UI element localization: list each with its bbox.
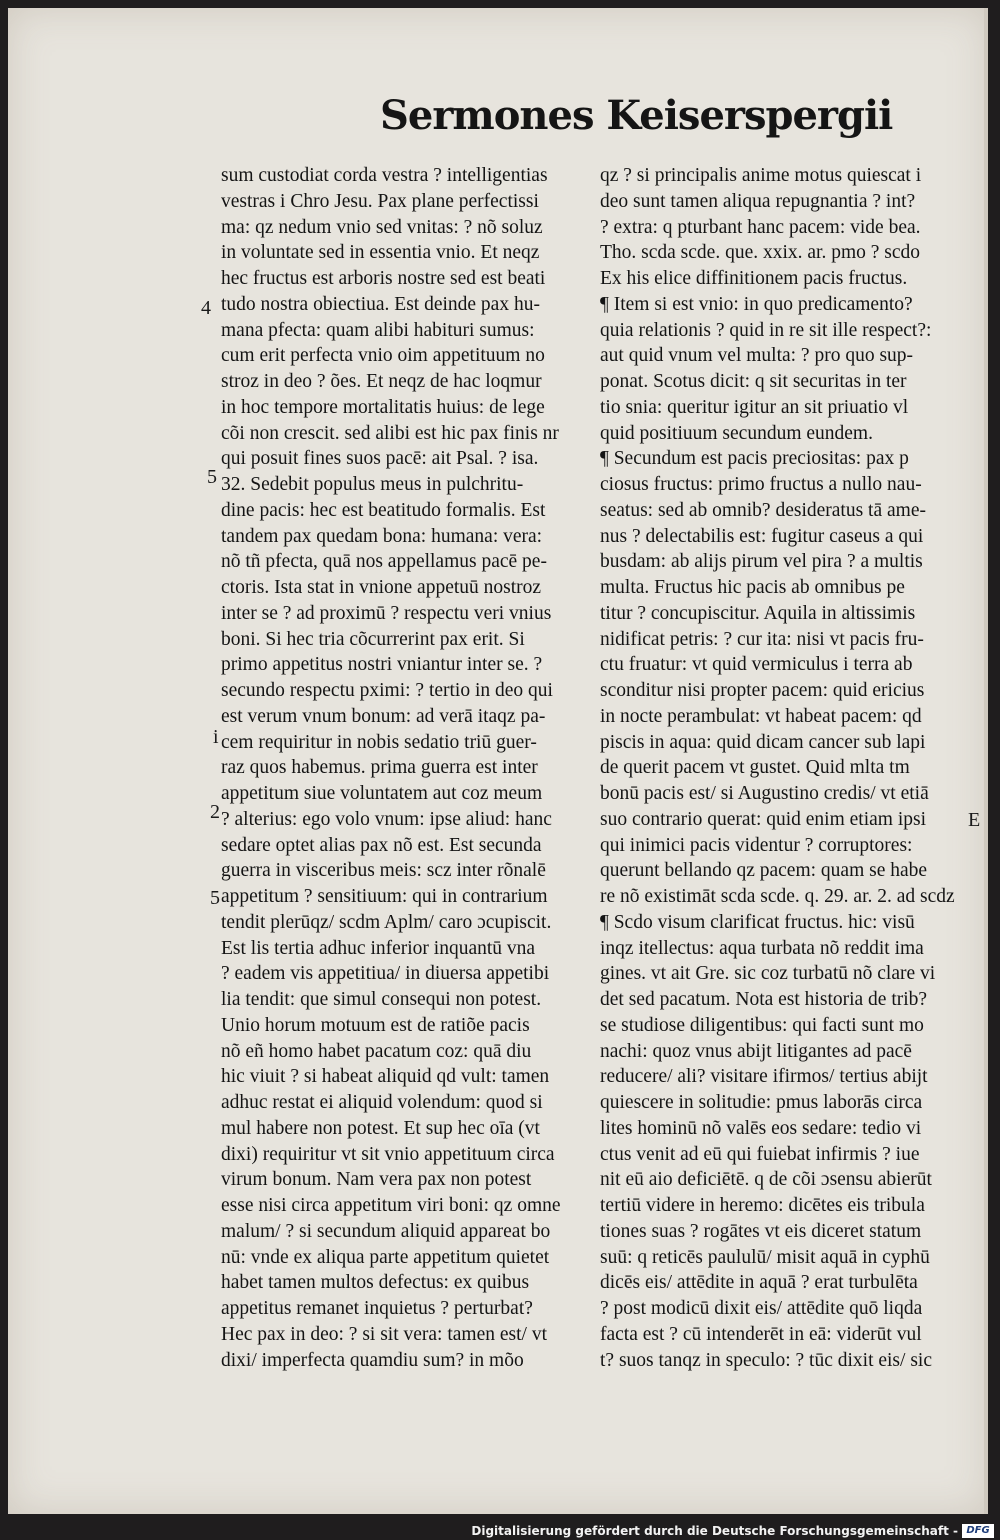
text-line: tiones suas ? rogātes vt eis diceret statum [600,1220,922,1242]
text-line: titur ? concupiscitur. Aquila in altissimis [600,602,916,624]
text-line: ctoris. Ista stat in vnione appetuū nostroz [221,577,542,598]
text-line: boni. Si hec tria cõcurrerint pax erit. Si [221,628,525,650]
text-line: quid positiuum secundum eundem. [600,422,873,444]
text-line: virum bonum. Nam vera pax non potest [221,1169,532,1191]
text-line: aut quid vnum vel multa: ? pro quo sup- [600,345,914,367]
text-line: tudo nostra obiectiua. Est deinde pax hu- [221,293,540,315]
digitization-credit: Digitalisierung gefördert durch die Deutsche Forschungsgemeinschaft - [471,1524,958,1538]
text-line: inter se ? ad proximū ? respectu veri vnius [221,602,552,624]
text-line: piscis in aqua: quid dicam cancer sub lapi [600,731,926,753]
text-line: in nocte perambulat: vt habeat pacem: qd [600,705,922,727]
text-line: ctus venit ad eū qui fuiebat infirmis ? iue [600,1143,920,1165]
margin-note-3: i [213,726,219,748]
text-line: adhuc restat ei aliquid volendum: quod si [221,1092,543,1113]
text-line: cõi non crescit. sed alibi est hic pax finis nr [221,422,559,444]
text-line: quia relationis ? quid in re sit ille respect?: [600,319,932,341]
text-line: sconditur nisi propter pacem: quid ericius [600,680,925,701]
running-header: Sermones Keiserspergii [380,92,893,139]
text-line: tertiū videre in heremo: dicētes eis tribula [600,1195,925,1216]
text-line: inqz itellectus: aqua turbata nõ reddit ima [600,937,924,959]
text-column-left [221,163,583,1373]
margin-note-2: 5 [207,466,217,488]
text-column-right [600,163,970,1373]
text-line: tio snia: queritur igitur an sit priuatio vl [600,396,909,418]
text-line: nõ eñ homo habet pacatum coz: quā diu [221,1040,532,1062]
text-line: ma: qz nedum vnio sed vnitas: ? nõ soluz [221,216,543,238]
margin-note-6: E [968,809,981,831]
text-line: re nõ existimāt scda scde. q. 29. ar. 2. ad scdz [600,886,955,907]
text-line: suū: q reticēs paululū/ misit aquā in cyphū [600,1246,930,1268]
text-line: sum custodiat corda vestra ? intelligentias [221,165,548,186]
text-line: lia tendit: que simul consequi non potest. [221,989,542,1010]
text-line: deo sunt tamen aliqua repugnantia ? int? [600,190,916,212]
text-line: Hec pax in deo: ? si sit vera: tamen est/ vt [221,1323,547,1345]
text-line: ? post modicū dixit eis/ attēdite quō liqda [600,1298,923,1319]
text-line: est verum vnum bonum: ad verā itaqz pa- [221,705,546,727]
text-line: nit eū aio deficiētē. q de cõi ɔsensu abierūt [600,1169,932,1191]
text-line: Unio horum motuum est de ratiõe pacis [221,1014,530,1036]
text-line: cum erit perfecta vnio oim appetituum no [221,345,545,367]
text-line: esse nisi circa appetitum viri boni: qz omne [221,1195,561,1216]
text-line: multa. Fructus hic pacis ab omnibus pe [600,577,905,598]
text-line: in voluntate sed in essentia vnio. Et neqz [221,242,540,264]
text-line: Est lis tertia adhuc inferior inquantū vna [221,937,536,959]
text-line: ciosus fructus: primo fructus a nullo nau- [600,474,922,495]
dfg-logo: DFG [962,1524,994,1538]
text-line: gines. vt ait Gre. sic coz turbatū nõ clare vi [600,963,936,985]
text-line: secundo respectu pximi: ? tertio in deo qui [221,680,553,701]
text-line: habet tamen multos defectus: ex quibus [221,1272,530,1294]
text-line: ? eadem vis appetitiua/ in diuersa appetibi [221,963,550,985]
text-line: dixi/ imperfecta quamdiu sum? in mõo [221,1349,524,1371]
text-line: appetitum ? sensitiuum: qui in contrarium [221,886,548,907]
text-line: de querit pacem vt gustet. Quid mlta tm [600,757,910,779]
text-line: bonū pacis est/ si Augustino credis/ vt etiā [600,783,929,804]
text-line: tendit plerūqz/ scdm Aplm/ caro ɔcupiscit. [221,911,552,933]
text-line: det sed pacatum. Nota est historia de trib? [600,989,928,1010]
text-line: appetitus remanet inquietus ? perturbat? [221,1298,533,1319]
text-line: nidificat petris: ? cur ita: nisi vt pacis fru- [600,628,924,650]
text-line: stroz in deo ? ões. Et neqz de hac loqmur [221,371,542,392]
text-line: nachi: quoz vnus abijt litigantes ad pacē [600,1040,912,1062]
text-line: mul habere non potest. Et sup hec oīa (vt [221,1117,540,1139]
text-line: qui inimici pacis videntur ? corruptores: [600,834,913,856]
text-line: vestras i Chro Jesu. Pax plane perfectissi [221,190,539,212]
text-line: ? alterius: ego volo vnum: ipse aliud: hanc [221,808,552,830]
text-line: se studiose diligentibus: qui facti sunt mo [600,1014,924,1036]
text-line: querunt bellando qz pacem: quam se habe [600,860,928,882]
text-line: t? suos tanqz in speculo: ? tūc dixit eis/ sic [600,1349,932,1371]
text-line: mana pfecta: quam alibi habituri sumus: [221,319,535,341]
margin-note-1: 4 [201,297,211,319]
text-line: ctu fruatur: vt quid vermiculus i terra ab [600,654,913,676]
page-edge [984,8,988,1514]
text-line: nus ? delectabilis est: fugitur caseus a qui [600,525,924,547]
text-line: ? extra: q pturbant hanc pacem: vide bea. [600,216,921,238]
text-line: hec fructus est arboris nostre sed est beati [221,268,546,289]
text-line: dicēs eis/ attēdite in aquā ? erat turbulēta [600,1272,918,1294]
text-line: qui posuit fines suos pacē: ait Psal. ? isa. [221,448,539,470]
text-line: Tho. scda scde. que. xxix. ar. pmo ? scdo [600,242,921,264]
text-line: quiescere in solitudie: pmus laborās circa [600,1092,923,1113]
text-line: ponat. Scotus dicit: q sit securitas in ter [600,371,907,392]
text-line: Ex his elice diffinitionem pacis fructus. [600,268,908,289]
text-line: lites hominū nõ valēs eos sedare: tedio vi [600,1117,922,1139]
text-line: guerra in visceribus meis: scz inter rõnalē [221,860,546,882]
text-line: sedare optet alias pax nõ est. Est secunda [221,834,542,856]
text-line: dine pacis: hec est beatitudo formalis. Est [221,499,546,521]
text-line: ¶ Scdo visum clarificat fructus. hic: visū [600,911,915,933]
text-line: hic viuit ? si habeat aliquid qd vult: tamen [221,1066,550,1088]
text-line: primo appetitus nostri vniantur inter se. ? [221,654,543,676]
text-line: nõ tñ pfecta, quā nos appellamus pacē pe- [221,551,547,573]
text-line: seatus: sed ab omnib? desideratus tā ame- [600,499,926,521]
text-line: appetitum siue voluntatem aut coz meum [221,783,543,804]
text-line: facta est ? cū intenderēt in eā: viderūt vul [600,1323,922,1345]
text-line: tandem pax quedam bona: humana: vera: [221,525,543,547]
text-line: suo contrario querat: quid enim etiam ipsi [600,808,927,830]
text-line: dixi) requiritur vt sit vnio appetituum circa [221,1143,555,1165]
text-line: ¶ Secundum est pacis preciositas: pax p [600,448,909,470]
text-line: in hoc tempore mortalitatis huius: de lege [221,396,545,418]
text-line: 32. Sedebit populus meus in pulchritu- [221,474,524,495]
margin-note-4: 2 [210,801,220,823]
text-line: qz ? si principalis anime motus quiescat i [600,165,922,186]
text-line: ¶ Item si est vnio: in quo predicamento? [600,293,913,315]
text-line: busdam: ab alijs pirum vel pira ? a multis [600,551,923,573]
text-line: cem requiritur in nobis sedatio triū guer- [221,731,537,753]
text-line: malum/ ? si secundum aliquid appareat bo [221,1220,551,1242]
text-line: raz quos habemus. prima guerra est inter [221,757,538,779]
text-line: nū: vnde ex aliqua parte appetitum quietet [221,1246,550,1268]
text-line: reducere/ ali? visitare ifirmos/ tertius abijt [600,1066,928,1088]
margin-note-5: 5 [210,887,220,909]
